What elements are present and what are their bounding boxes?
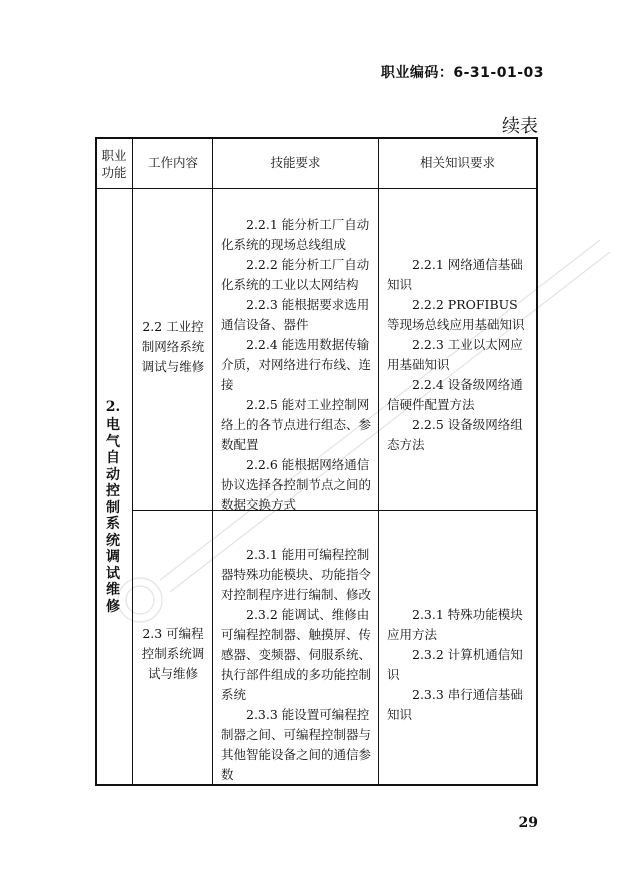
header-function: 职业功能	[101, 148, 127, 180]
work-content-2-3: 2.3 可编程控制系统调试与维修	[141, 626, 205, 681]
header-work-content: 工作内容	[147, 155, 198, 170]
skill-item: 2.2.3 能根据要求选用通信设备、器件	[221, 297, 370, 332]
skills-2-2	[221, 215, 373, 515]
skill-item: 2.3.2 能调试、维修由可编程控制器、触摸屏、传感器、变频器、伺服系统、执行部件组成的多功能控制系统	[221, 607, 372, 702]
knowledge-item: 2.2.4 设备级网络通信硬件配置方法	[387, 377, 523, 412]
skills-2-3	[221, 545, 373, 785]
function-label: 电气自动控制系统调试维修	[106, 417, 120, 615]
skill-item: 2.2.6 能根据网络通信协议选择各控制节点之间的数据交换方式	[221, 457, 372, 512]
skill-item: 2.3.1 能用可编程控制器特殊功能模块、功能指令对控制程序进行编制、修改	[221, 547, 372, 602]
knowledge-item: 2.2.5 设备级网络组态方法	[387, 417, 523, 452]
header-knowledge-requirements: 相关知识要求	[419, 155, 495, 170]
skill-item: 2.2.1 能分析工厂自动化系统的现场总线组成	[221, 217, 370, 252]
work-content-2-2: 2.2 工业控制网络系统调试与维修	[141, 319, 205, 374]
page-number: 29	[518, 815, 538, 831]
knowledge-item: 2.3.1 特殊功能模块应用方法	[387, 607, 523, 642]
header-skill-requirements: 技能要求	[270, 155, 321, 170]
knowledge-item: 2.2.3 工业以太网应用基础知识	[387, 337, 523, 372]
function-number: 2.	[105, 399, 121, 415]
knowledge-2-3	[387, 605, 531, 725]
knowledge-item: 2.3.2 计算机通信知识	[387, 647, 523, 682]
skill-item: 2.2.2 能分析工厂自动化系统的工业以太网结构	[221, 257, 370, 292]
knowledge-item: 2.2.2 PROFIBUS 等现场总线应用基础知识	[387, 297, 525, 332]
skill-item: 2.2.4 能选用数据传输介质，对网络进行布线、连接	[221, 337, 372, 392]
skill-item: 2.2.5 能对工业控制网络上的各节点进行组态、参数配置	[221, 397, 372, 452]
continued-label: 续表	[502, 116, 538, 137]
occupation-code: 职业编码：6-31-01-03	[380, 65, 544, 81]
knowledge-2-2	[387, 255, 531, 455]
skill-item: 2.3.3 能设置可编程控制器之间、可编程控制器与其他智能设备之间的通信参数	[221, 707, 372, 782]
knowledge-item: 2.3.3 串行通信基础知识	[387, 687, 523, 722]
knowledge-item: 2.2.1 网络通信基础知识	[387, 257, 523, 292]
occupation-skill-table	[95, 137, 538, 786]
